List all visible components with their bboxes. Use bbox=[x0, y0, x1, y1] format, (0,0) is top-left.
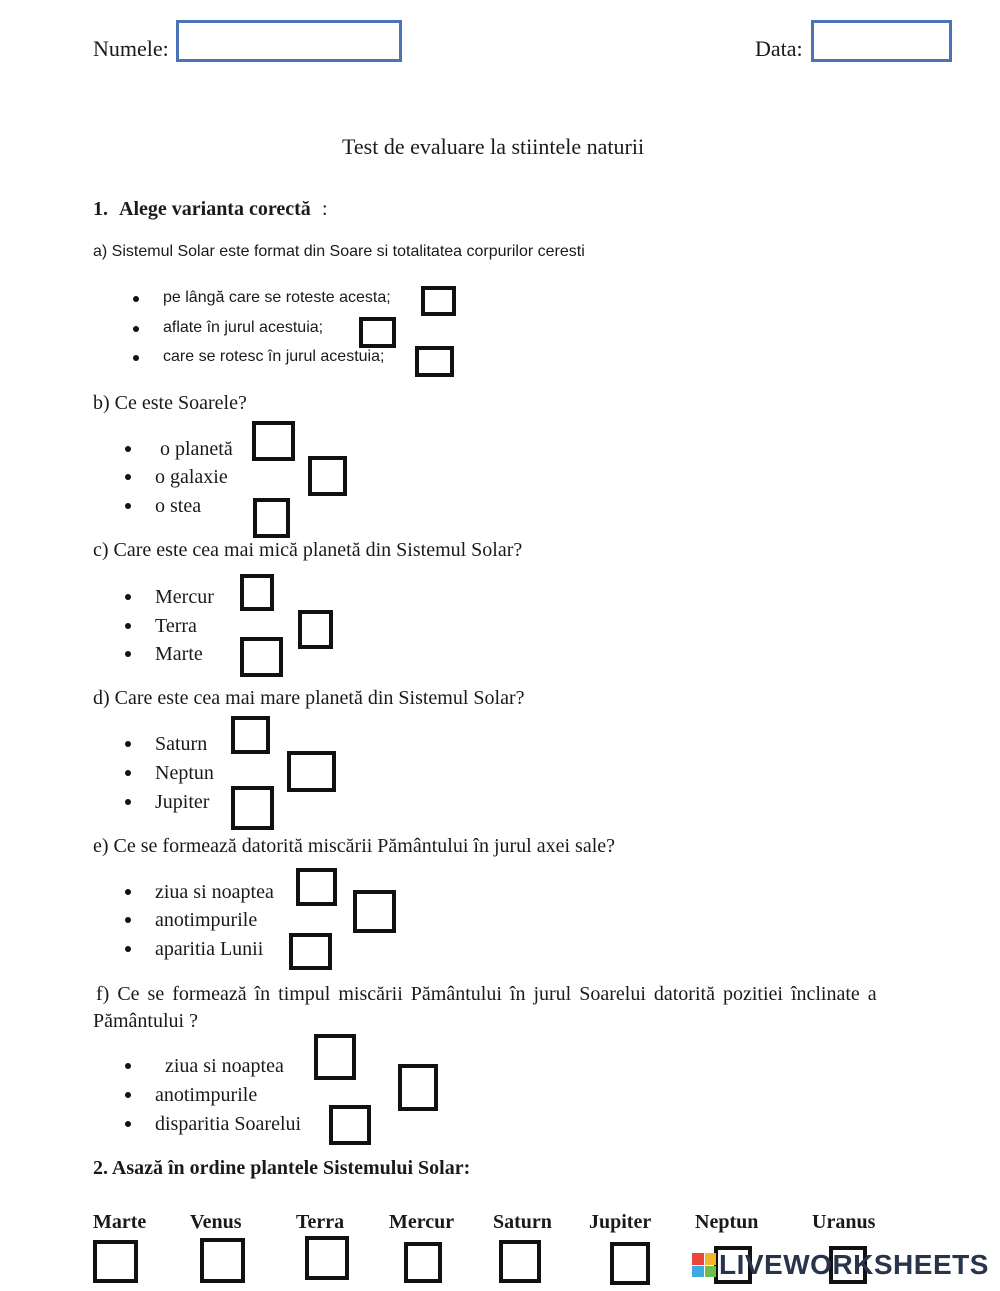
question-d: d) Care este cea mai mare planetă din Sistemul Solar? bbox=[93, 687, 525, 709]
checkbox-e2[interactable] bbox=[353, 890, 396, 933]
checkbox-d3[interactable] bbox=[231, 786, 274, 830]
planet-label-terra: Terra bbox=[296, 1211, 345, 1233]
checkbox-b3[interactable] bbox=[253, 498, 290, 538]
option-f3: disparitia Soarelui bbox=[155, 1113, 302, 1135]
section1-number: 1. bbox=[93, 198, 108, 220]
checkbox-f3[interactable] bbox=[329, 1105, 371, 1145]
checkbox-b1[interactable] bbox=[252, 421, 295, 461]
question-b: b) Ce este Soarele? bbox=[93, 392, 247, 414]
checkbox-a2[interactable] bbox=[359, 317, 396, 348]
option-f2: anotimpurile bbox=[155, 1084, 258, 1106]
question-a: a) Sistemul Solar este format din Soare si totalitatea corpurilor ceresti bbox=[93, 243, 585, 260]
bullet bbox=[125, 917, 131, 923]
option-f1: ziua si noaptea bbox=[165, 1055, 284, 1077]
option-d3: Jupiter bbox=[155, 791, 210, 813]
bullet bbox=[125, 503, 131, 509]
question-f-line1: f) Ce se formează în timpul miscării Pământului în jurul Soarelui datorită pozitiei înclinate a bbox=[96, 983, 877, 1005]
checkbox-c2[interactable] bbox=[298, 610, 333, 649]
checkbox-a1[interactable] bbox=[421, 286, 456, 316]
planet-label-venus: Venus bbox=[190, 1211, 242, 1233]
option-b3: o stea bbox=[155, 495, 202, 517]
bullet bbox=[125, 946, 131, 952]
option-c2: Terra bbox=[155, 615, 197, 637]
section2-heading: 2. Asază în ordine plantele Sistemului Solar: bbox=[93, 1157, 471, 1179]
order-box-venus[interactable] bbox=[200, 1238, 245, 1283]
date-input[interactable] bbox=[811, 20, 952, 62]
planet-label-uranus: Uranus bbox=[812, 1211, 876, 1233]
bullet bbox=[133, 296, 139, 302]
bullet bbox=[125, 623, 131, 629]
order-box-saturn[interactable] bbox=[499, 1240, 541, 1283]
section1-heading: Alege varianta corectă bbox=[119, 198, 311, 220]
planet-label-saturn: Saturn bbox=[493, 1211, 552, 1233]
planet-label-jupiter: Jupiter bbox=[589, 1211, 652, 1233]
planet-label-marte: Marte bbox=[93, 1211, 147, 1233]
checkbox-b2[interactable] bbox=[308, 456, 347, 496]
option-a2: aflate în jurul acestuia; bbox=[163, 319, 324, 336]
option-d2: Neptun bbox=[155, 762, 214, 784]
name-label: Numele: bbox=[93, 36, 169, 61]
bullet bbox=[125, 799, 131, 805]
page-title: Test de evaluare la stiintele naturii bbox=[342, 134, 645, 159]
bullet bbox=[125, 1092, 131, 1098]
option-b1: o planetă bbox=[160, 438, 233, 460]
checkbox-c3[interactable] bbox=[240, 637, 283, 677]
order-box-mercur[interactable] bbox=[404, 1242, 442, 1283]
section1-heading-colon: : bbox=[322, 198, 328, 220]
checkbox-e3[interactable] bbox=[289, 933, 332, 970]
checkbox-f2[interactable] bbox=[398, 1064, 438, 1111]
bullet bbox=[125, 1121, 131, 1127]
name-input[interactable] bbox=[176, 20, 402, 62]
logo-square-green bbox=[705, 1266, 717, 1278]
order-box-jupiter[interactable] bbox=[610, 1242, 650, 1285]
bullet bbox=[125, 741, 131, 747]
checkbox-e1[interactable] bbox=[296, 868, 337, 906]
question-c: c) Care este cea mai mică planetă din Sistemul Solar? bbox=[93, 539, 523, 561]
planet-label-neptun: Neptun bbox=[695, 1211, 759, 1233]
option-b2: o galaxie bbox=[155, 466, 228, 488]
logo-square-blue bbox=[692, 1266, 704, 1278]
checkbox-d1[interactable] bbox=[231, 716, 270, 754]
option-a3: care se rotesc în jurul acestuia; bbox=[163, 348, 385, 365]
option-c1: Mercur bbox=[155, 586, 214, 608]
checkbox-f1[interactable] bbox=[314, 1034, 356, 1080]
order-box-terra[interactable] bbox=[305, 1236, 349, 1280]
question-f-line2: Pământului ? bbox=[93, 1010, 198, 1032]
order-box-marte[interactable] bbox=[93, 1240, 138, 1283]
bullet bbox=[125, 889, 131, 895]
option-e3: aparitia Lunii bbox=[155, 938, 264, 960]
bullet bbox=[133, 326, 139, 332]
logo-square-yellow bbox=[705, 1253, 717, 1265]
option-e1: ziua si noaptea bbox=[155, 881, 274, 903]
checkbox-a3[interactable] bbox=[415, 346, 454, 377]
date-label: Data: bbox=[755, 36, 803, 61]
logo-square-red bbox=[692, 1253, 704, 1265]
option-c3: Marte bbox=[155, 643, 203, 665]
option-d1: Saturn bbox=[155, 733, 208, 755]
bullet bbox=[125, 1063, 131, 1069]
option-e2: anotimpurile bbox=[155, 909, 258, 931]
bullet bbox=[125, 594, 131, 600]
planet-label-mercur: Mercur bbox=[389, 1211, 455, 1233]
liveworksheets-logo-text: LIVEWORKSHEETS bbox=[719, 1249, 989, 1280]
question-e: e) Ce se formează datorită miscării Pământului în jurul axei sale? bbox=[93, 835, 616, 857]
liveworksheets-logo bbox=[692, 1248, 989, 1282]
bullet bbox=[125, 446, 131, 452]
option-a1: pe lângă care se roteste acesta; bbox=[163, 289, 391, 306]
checkbox-d2[interactable] bbox=[287, 751, 336, 792]
bullet bbox=[125, 651, 131, 657]
bullet bbox=[125, 474, 131, 480]
liveworksheets-logo-icon bbox=[692, 1253, 716, 1277]
bullet bbox=[133, 355, 139, 361]
checkbox-c1[interactable] bbox=[240, 574, 274, 611]
bullet bbox=[125, 770, 131, 776]
